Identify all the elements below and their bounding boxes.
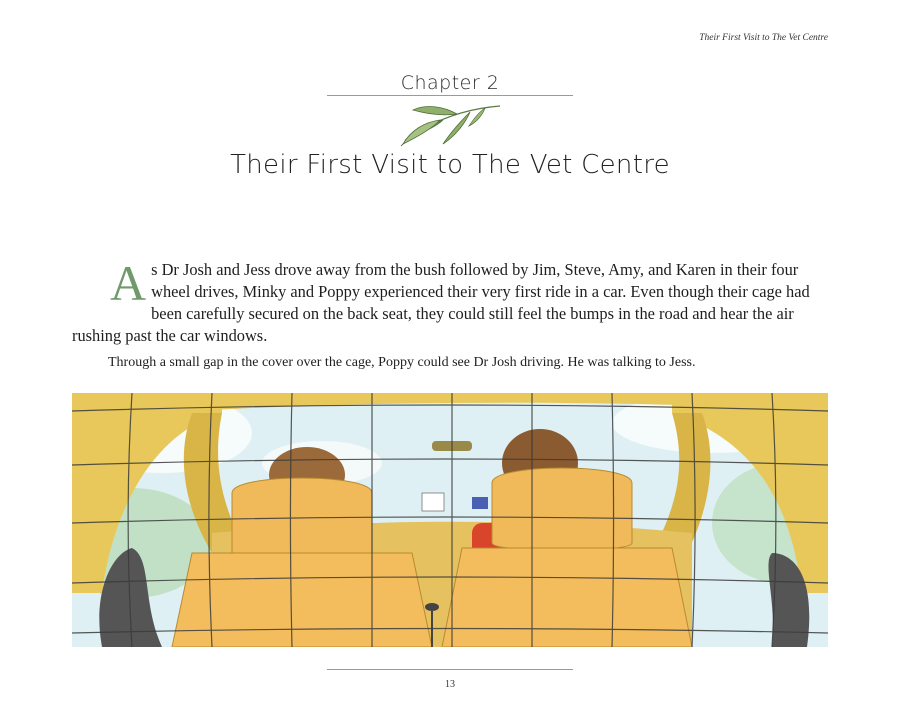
paragraph-1 (72, 255, 828, 347)
paragraph-2: Through a small gap in the cover over the cage, Poppy could see Dr Josh driving. He was talking to Jess. (108, 355, 696, 370)
running-head: Their First Visit to The Vet Centre (699, 33, 828, 43)
chapter-title: Their First Visit to The Vet Centre (230, 150, 670, 180)
chapter-rule (327, 95, 573, 96)
car-interior-illustration (72, 393, 828, 647)
paragraph-1-text: s Dr Josh and Jess drove away from the bush followed by Jim, Steve, Amy, and Karen in their four wheel drives, Minky and Poppy experienced their very first ride in a car. Even though their cage had been carefully secured on the back seat, they could still feel the bumps in the road and hear the air rushing past the car windows. (72, 260, 810, 345)
chapter-label: Chapter 2 (400, 72, 500, 94)
drop-cap: A (110, 255, 147, 311)
gum-leaf-icon (395, 100, 505, 150)
footer-rule (327, 669, 573, 670)
page-number: 13 (445, 679, 455, 690)
illustration-drawing (72, 393, 828, 647)
